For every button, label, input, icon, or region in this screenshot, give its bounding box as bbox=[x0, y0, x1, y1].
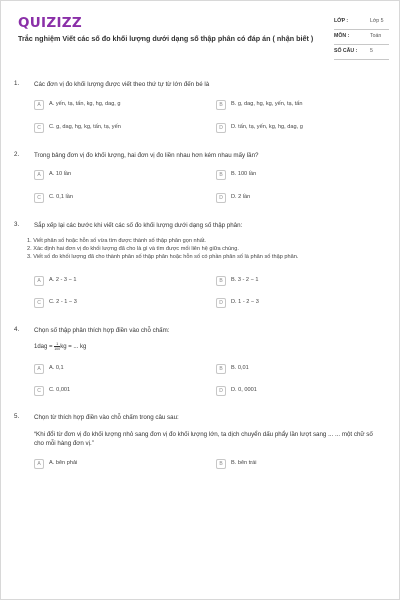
step-item: 1. Viết phân số hoặc hỗn số vừa tìm được thành số thập phân gọn nhất. bbox=[27, 238, 206, 244]
info-row-count bbox=[334, 45, 389, 60]
option-letter-box: A bbox=[34, 100, 44, 110]
option-text: B. 0,01 bbox=[231, 365, 249, 371]
option-text: D. 0, 0001 bbox=[231, 387, 257, 393]
question-number: 3. bbox=[14, 221, 20, 228]
option-letter-box: A bbox=[34, 170, 44, 180]
option-letter-box: A bbox=[34, 276, 44, 286]
info-row-grade bbox=[334, 15, 389, 30]
option-text: C. g, dag, hg, kg, tấn, tạ, yến bbox=[49, 124, 121, 130]
option-text: D. tấn, tạ, yến, kg, hg, dag, g bbox=[231, 124, 303, 130]
option-letter-box: C bbox=[34, 298, 44, 308]
question-text: Các đơn vị đo khối lượng được viết theo thứ tự từ lớn đến bé là bbox=[34, 81, 210, 88]
option-letter-box: B bbox=[216, 170, 226, 180]
option-letter-box: B bbox=[216, 276, 226, 286]
conversion-formula bbox=[34, 342, 86, 351]
option-text: A. bên phải bbox=[49, 460, 78, 466]
option-text: C. 2 - 1 − 3 bbox=[49, 299, 77, 305]
info-row-subject bbox=[334, 30, 389, 45]
option-text: B. 100 lần bbox=[231, 171, 257, 177]
option-letter-box: B bbox=[216, 459, 226, 469]
step-item: 2. Xác định hai đơn vị đo khối lượng đã cho là gì và tìm được mối liên hệ giữa chúng. bbox=[27, 246, 239, 252]
option-letter-box: D bbox=[216, 386, 226, 396]
question-number: 2. bbox=[14, 151, 20, 158]
option-letter-box: C bbox=[34, 386, 44, 396]
info-label: MÔN : bbox=[334, 33, 350, 39]
option-text: A. 2 - 3 − 1 bbox=[49, 277, 77, 283]
info-value: Lớp 5 bbox=[370, 18, 384, 24]
option-text: A. yến, tạ, tấn, kg, hg, dag, g bbox=[49, 101, 121, 107]
option-letter-box: D bbox=[216, 193, 226, 203]
question-number: 5. bbox=[14, 413, 20, 420]
option-letter-box: A bbox=[34, 459, 44, 469]
option-letter-box: D bbox=[216, 123, 226, 133]
option-letter-box: B bbox=[216, 100, 226, 110]
question-text: Chọn từ thích hợp điền vào chỗ chấm trong câu sau: bbox=[34, 414, 179, 421]
formula-left: 1dag = bbox=[34, 344, 55, 351]
option-text: C. 0,1 lần bbox=[49, 194, 73, 200]
fraction-numerator: 1 bbox=[56, 342, 59, 346]
option-letter-box: B bbox=[216, 364, 226, 374]
question-number: 4. bbox=[14, 326, 20, 333]
question-number: 1. bbox=[14, 80, 20, 87]
option-text: B. g, dag, hg, kg, yến, tạ, tấn bbox=[231, 101, 303, 107]
quizizz-logo: QUIZIZZ bbox=[18, 15, 82, 31]
page-title: Trắc nghiệm Viết các số đo khối lượng dưới dạng số thập phân có đáp án ( nhận biết ) bbox=[18, 34, 314, 43]
option-text: C. 0,001 bbox=[49, 387, 71, 393]
option-text: A. 10 lần bbox=[49, 171, 72, 177]
formula-right: kg = ... kg bbox=[60, 344, 87, 351]
question-text: Sắp xếp lại các bước khi viết các số đo khối lượng dưới dạng số thập phân: bbox=[34, 222, 243, 229]
question-text: Trong bảng đơn vị đo khối lượng, hai đơn vị đo liền nhau hơn kém nhau mấy lần? bbox=[34, 152, 259, 159]
option-letter-box: C bbox=[34, 193, 44, 203]
info-value: Toán bbox=[370, 33, 382, 39]
option-text: B. 3 - 2 − 1 bbox=[231, 277, 259, 283]
option-letter-box: D bbox=[216, 298, 226, 308]
quote-text: “Khi đổi từ đơn vị đo khối lượng nhỏ sang đơn vị đo khối lượng lớn, ta dịch chuyển dấu phẩy lần lượt sang ... ... một chữ số cho mỗi hàng đơn vị.” bbox=[34, 431, 373, 447]
info-value: 5 bbox=[370, 48, 373, 54]
info-table bbox=[334, 15, 389, 60]
option-text: A. 0,1 bbox=[49, 365, 64, 371]
option-text: D. 2 lần bbox=[231, 194, 251, 200]
option-text: B. bên trái bbox=[231, 460, 257, 466]
info-label: LỚP : bbox=[334, 18, 349, 24]
info-label: SỐ CÂU : bbox=[334, 48, 358, 54]
option-letter-box: C bbox=[34, 123, 44, 133]
option-letter-box: A bbox=[34, 364, 44, 374]
fraction-denominator: 100 bbox=[54, 347, 61, 351]
step-item: 3. Viết số đo khối lượng đã cho thành phân số thập phân hoặc hỗn số có phần phân số là phân số thập phân. bbox=[27, 254, 299, 260]
step-list bbox=[27, 237, 372, 261]
question-text: Chọn số thập phân thích hợp điền vào chỗ chấm: bbox=[34, 327, 170, 334]
option-text: D. 1 - 2 − 3 bbox=[231, 299, 259, 305]
